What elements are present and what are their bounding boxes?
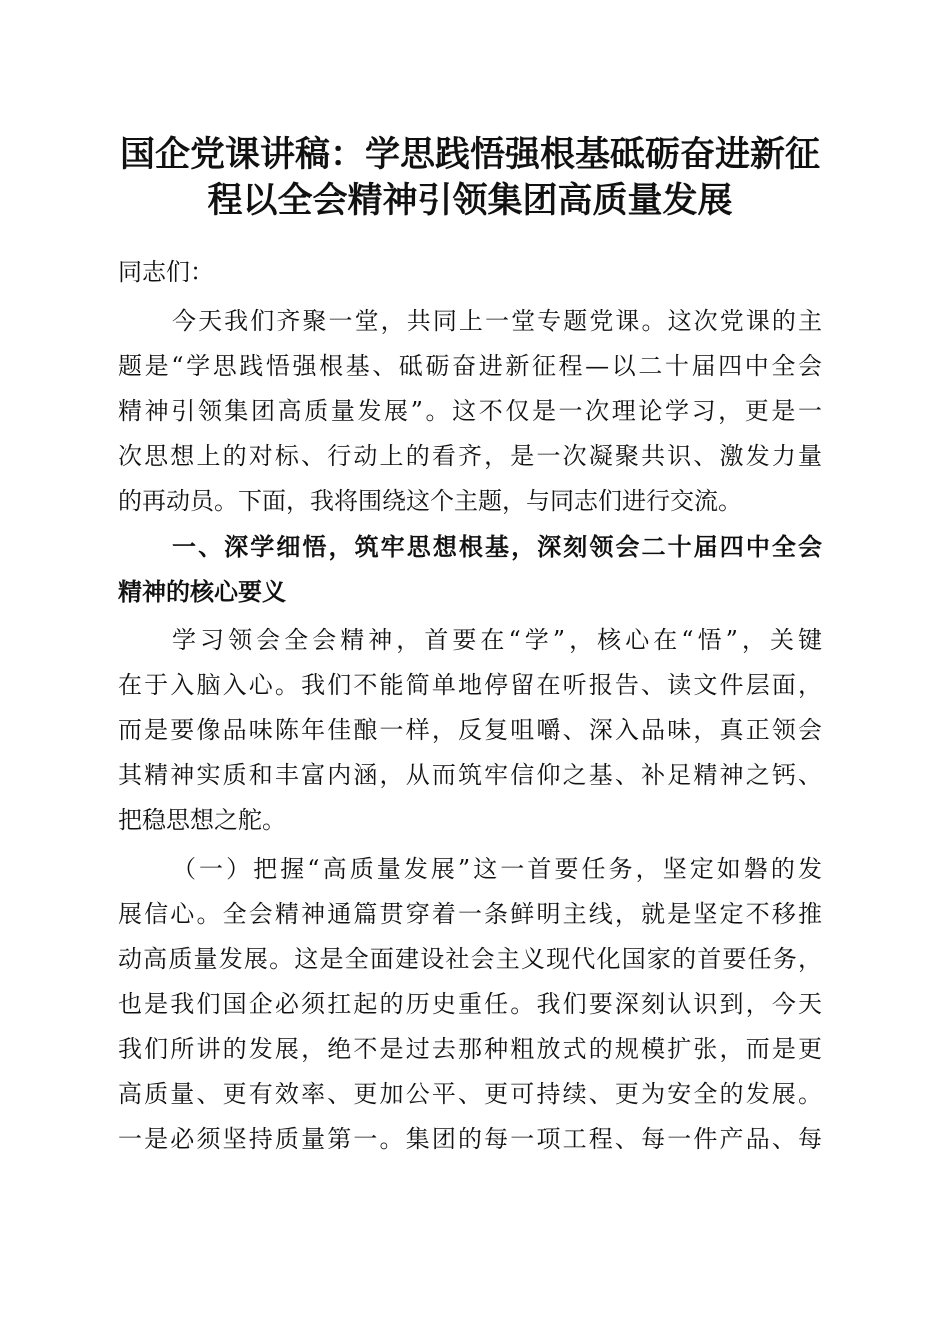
heading-line: 精神的核心要义 <box>118 577 286 606</box>
text-line: 而是要像品味陈年佳酿一样，反复咀嚼、深入品味，真正领会 <box>118 716 822 744</box>
text-line: 题是“学思践悟强根基、砥砺奋进新征程—以二十届四中全会 <box>118 352 822 380</box>
text-line: 在于入脑入心。我们不能简单地停留在听报告、读文件层面， <box>118 671 822 699</box>
text-line: 把稳思想之舵。 <box>118 806 286 834</box>
text-line: 一是必须坚持质量第一。集团的每一项工程、每一件产品、每 <box>118 1125 822 1153</box>
text-line: 展信心。全会精神通篇贯穿着一条鲜明主线，就是坚定不移推 <box>118 900 822 928</box>
text-line: 我们所讲的发展，绝不是过去那种粗放式的规模扩张，而是更 <box>118 1035 822 1063</box>
paragraph-study <box>118 618 822 843</box>
salutation: 同志们： <box>118 258 214 286</box>
heading-line: 一、深学细悟，筑牢思想根基，深刻领会二十届四中全会 <box>172 532 822 561</box>
text-line: 也是我们国企必须扛起的历史重任。我们要深刻认识到，今天 <box>118 990 822 1018</box>
text-line: 的再动员。下面，我将围绕这个主题，与同志们进行交流。 <box>118 487 742 515</box>
text-line: 动高质量发展。这是全面建设社会主义现代化国家的首要任务， <box>118 945 822 973</box>
section-heading-1 <box>118 524 822 614</box>
document-title <box>110 132 830 224</box>
document-body <box>118 250 822 1162</box>
text-line: （一）把握“高质量发展”这一首要任务，坚定如磐的发 <box>172 855 822 883</box>
text-line: 精神引领集团高质量发展”。这不仅是一次理论学习，更是一 <box>118 397 822 425</box>
paragraph-intro <box>118 299 822 524</box>
paragraph-subsection-1 <box>118 847 822 1162</box>
text-line: 学习领会全会精神，首要在“学”，核心在“悟”，关键 <box>172 626 822 654</box>
text-line: 次思想上的对标、行动上的看齐，是一次凝聚共识、激发力量 <box>118 442 822 470</box>
text-line: 今天我们齐聚一堂，共同上一堂专题党课。这次党课的主 <box>172 307 822 335</box>
text-line: 高质量、更有效率、更加公平、更可持续、更为安全的发展。 <box>118 1080 822 1108</box>
title-line: 国企党课讲稿：学思践悟强根基砥砺奋进新征 <box>119 134 820 175</box>
title-line: 程以全会精神引领集团高质量发展 <box>207 180 733 221</box>
text-line: 其精神实质和丰富内涵，从而筑牢信仰之基、补足精神之钙、 <box>118 761 822 789</box>
